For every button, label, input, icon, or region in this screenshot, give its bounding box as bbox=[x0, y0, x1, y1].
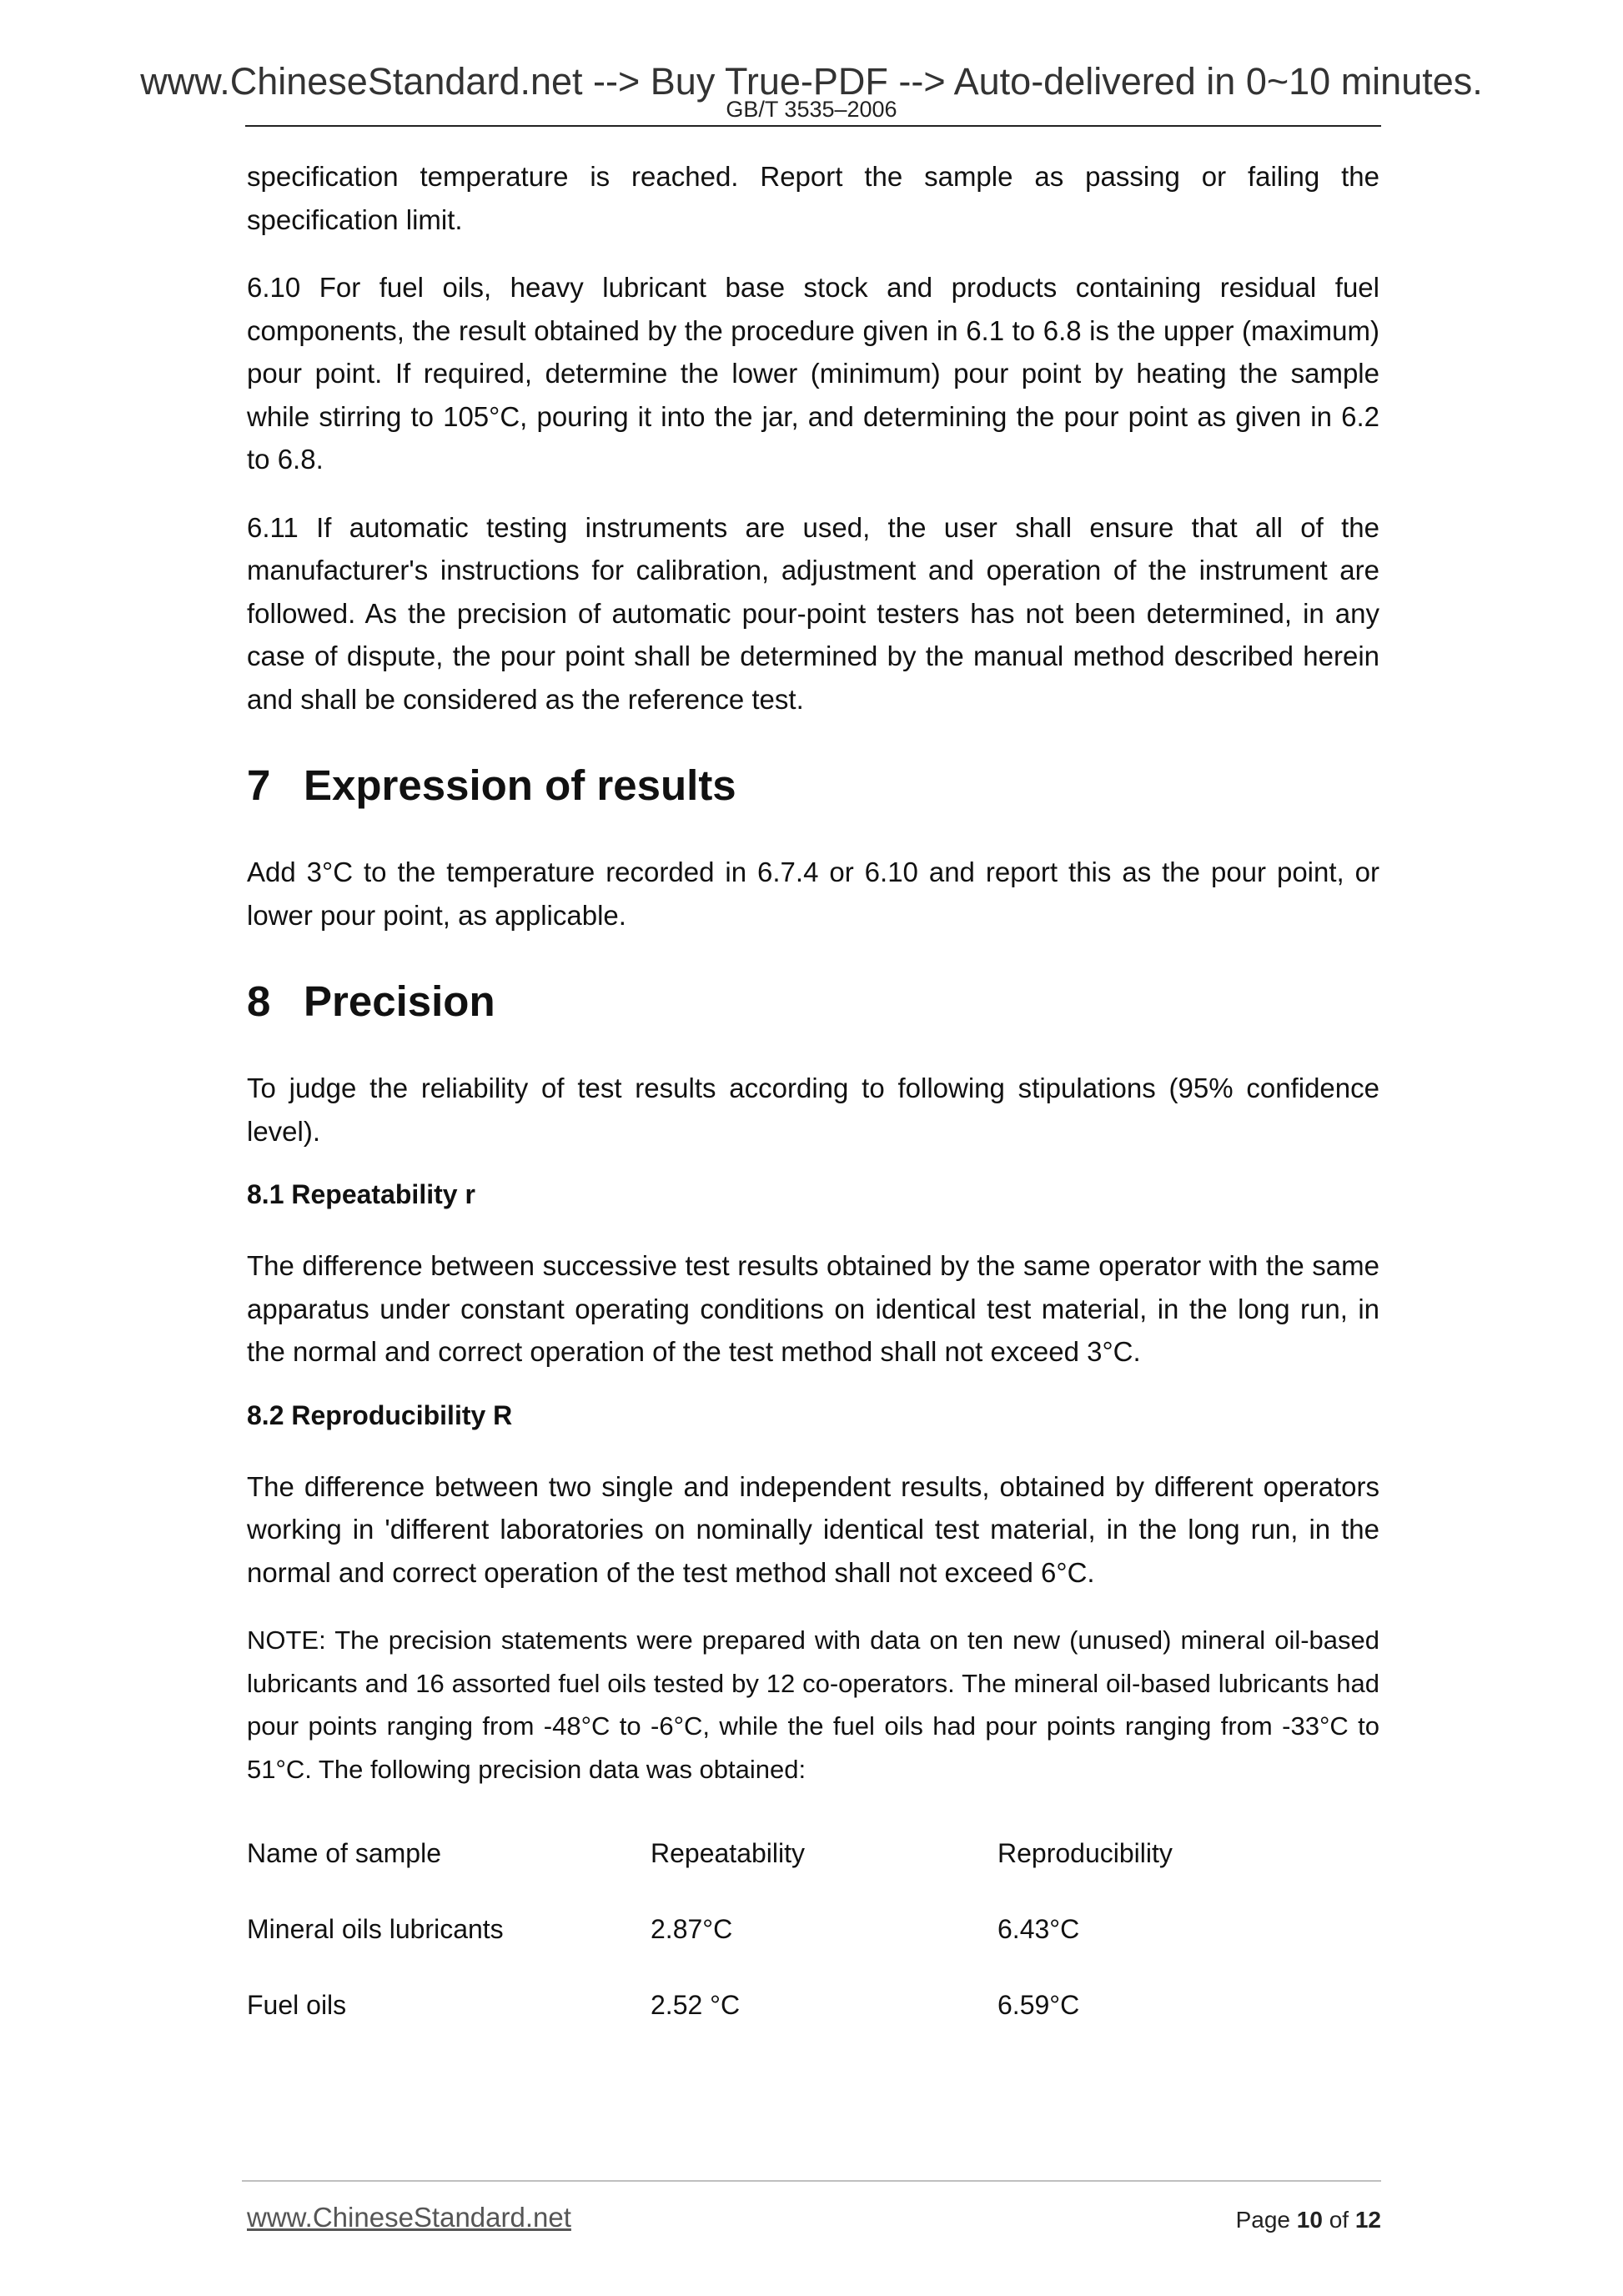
table-row bbox=[247, 1967, 1379, 2043]
page-prefix: Page bbox=[1235, 2207, 1297, 2233]
table-cell: Fuel oils bbox=[247, 1990, 347, 2020]
page-number bbox=[1236, 2207, 1381, 2233]
table-cell: 2.52 °C bbox=[651, 1990, 741, 2020]
page-current: 10 bbox=[1296, 2207, 1323, 2233]
section-7-title: Expression of results bbox=[304, 761, 736, 809]
section-7-heading bbox=[247, 761, 1379, 811]
footer-divider bbox=[242, 2180, 1381, 2182]
paragraph-continuation: specification temperature is reached. Report the sample as passing or failing the specification limit. bbox=[247, 161, 1379, 235]
paragraph-7: Add 3°C to the temperature recorded in 6.7.4 or 6.10 and report this as the pour point, or lower pour point, as applicable. bbox=[247, 857, 1379, 931]
paragraph-8-2: The difference between two single and independent results, obtained by different operators working in 'different laboratories on nominally identical test material, in the long run, in the normal and correct operation of the test method shall not exceed 6°C. bbox=[247, 1470, 1379, 1588]
header-divider bbox=[245, 125, 1381, 127]
paragraph-6-10: 6.10 For fuel oils, heavy lubricant base stock and products containing residual fuel components, the result obtained by the procedure given in 6.1 to 6.8 is the upper (maximum) pour point. If required, determine the lower (minimum) pour point by heating the sample while stirring to 105°C, pouring it into the jar, and determining the pour point as given in 6.2 to 6.8. bbox=[247, 272, 1379, 475]
promo-banner-link[interactable]: www.ChineseStandard.net --> Buy True-PDF --> Auto-delivered in 0~10 minutes. bbox=[140, 60, 1483, 103]
precision-table bbox=[247, 1816, 1379, 2043]
section-8-1-heading: 8.1 Repeatability r bbox=[247, 1179, 475, 1209]
table-cell: 6.43°C bbox=[997, 1914, 1080, 1944]
section-8-number: 8 bbox=[247, 977, 271, 1025]
paragraph-8: To judge the reliability of test results according to following stipulations (95% confidence level). bbox=[247, 1073, 1379, 1147]
standard-code: GB/T 3535–2006 bbox=[726, 97, 897, 122]
section-7-number: 7 bbox=[247, 761, 271, 809]
footer-website-link[interactable]: www.ChineseStandard.net bbox=[247, 2202, 571, 2233]
table-cell: 6.59°C bbox=[997, 1990, 1080, 2020]
table-header-cell: Repeatability bbox=[651, 1838, 805, 1868]
section-8-2-heading: 8.2 Reproducibility R bbox=[247, 1399, 513, 1430]
paragraph-6-11: 6.11 If automatic testing instruments are used, the user shall ensure that all of the manufacturer's instructions for calibration, adjustment and operation of the instrument are followed. As the precision of automatic pour-point testers has not been determined, in any case of dispute, the pour point shall be determined by the manual method described herein and shall be considered as the reference test. bbox=[247, 511, 1379, 715]
table-row bbox=[247, 1892, 1379, 1967]
section-8-title: Precision bbox=[304, 977, 495, 1025]
page-total: 12 bbox=[1354, 2207, 1381, 2233]
section-8-heading bbox=[247, 977, 1379, 1027]
document-body bbox=[247, 155, 1379, 2043]
table-cell: 2.87°C bbox=[651, 1914, 733, 1944]
page-of: of bbox=[1322, 2207, 1355, 2233]
table-header-cell: Name of sample bbox=[247, 1838, 441, 1868]
paragraph-8-1: The difference between successive test results obtained by the same operator with the same apparatus under constant operating conditions on identical test material, in the long run, in the normal and correct operation of the test method shall not exceed 3°C. bbox=[247, 1250, 1379, 1367]
table-cell: Mineral oils lubricants bbox=[247, 1914, 504, 1944]
table-header-row bbox=[247, 1816, 1379, 1892]
table-header-cell: Reproducibility bbox=[997, 1838, 1173, 1868]
precision-note: NOTE: The precision statements were prepared with data on ten new (unused) mineral oil-based lubricants and 16 assorted fuel oils tested by 12 co-operators. The mineral oil-based lubricants had pour points ranging from -48°C to -6°C, while the fuel oils had pour points ranging from -33°C to 51°C. The following precision data was obtained: bbox=[247, 1625, 1379, 1784]
